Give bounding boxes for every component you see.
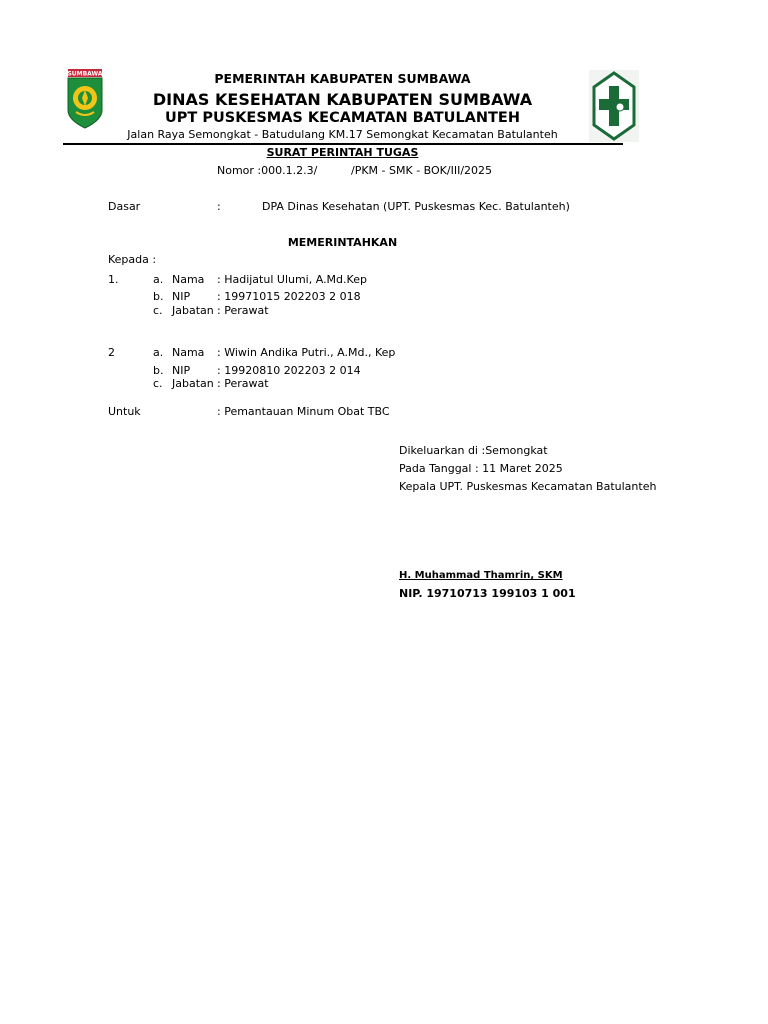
untuk-label: Untuk [108, 405, 141, 418]
letter-number-suffix: /PKM - SMK - BOK/III/2025 [351, 164, 493, 177]
person-row-letter: c. [153, 377, 163, 390]
dasar-value: DPA Dinas Kesehatan (UPT. Puskesmas Kec. Batulanteh) [262, 200, 570, 213]
person-row-label: NIP [172, 290, 191, 303]
regency-crest-icon [66, 68, 104, 130]
header-address: Jalan Raya Semongkat - Batudulang KM.17 Semongkat Kecamatan Batulanteh [127, 128, 558, 141]
letter-title: SURAT PERINTAH TUGAS [266, 146, 419, 159]
person-row-label: Nama [172, 346, 205, 359]
letter-number-prefix: Nomor :000.1.2.3/ [217, 164, 318, 177]
person-position-value: : Perawat [217, 304, 269, 317]
signer-position: Kepala UPT. Puskesmas Kecamatan Batulanteh [399, 480, 657, 493]
issued-date: Pada Tanggal : 11 Maret 2025 [399, 462, 563, 475]
person-row-label: Jabatan [172, 377, 214, 390]
header-government: PEMERINTAH KABUPATEN SUMBAWA [214, 71, 471, 86]
puskesmas-cross-icon [589, 70, 639, 142]
person-index: 1. [108, 273, 119, 286]
signer-name: H. Muhammad Thamrin, SKM [399, 570, 563, 581]
person-row-letter: b. [153, 364, 164, 377]
header-department: DINAS KESEHATAN KABUPATEN SUMBAWA [152, 90, 533, 109]
untuk-value: : Pemantauan Minum Obat TBC [217, 405, 390, 418]
header-unit: UPT PUSKESMAS KECAMATAN BATULANTEH [165, 110, 520, 126]
issued-place: Dikeluarkan di :Semongkat [399, 444, 548, 457]
person-name-value: : Wiwin Andika Putri., A.Md., Kep [217, 346, 396, 359]
instruction-heading: MEMERINTAHKAN [287, 236, 398, 249]
person-position-value: : Perawat [217, 377, 269, 390]
person-row-letter: b. [153, 290, 164, 303]
person-row-letter: a. [153, 273, 164, 286]
signer-nip: NIP. 19710713 199103 1 001 [399, 587, 576, 600]
dasar-colon: : [217, 200, 221, 213]
person-row-letter: c. [153, 304, 163, 317]
crest-banner-text: SUMBAWA [67, 70, 103, 78]
person-row-label: Nama [172, 273, 205, 286]
person-nip-value: : 19971015 202203 2 018 [217, 290, 361, 303]
person-row-label: Jabatan [172, 304, 214, 317]
person-row-letter: a. [153, 346, 164, 359]
person-nip-value: : 19920810 202203 2 014 [217, 364, 361, 377]
person-name-value: : Hadijatul Ulumi, A.Md.Kep [217, 273, 367, 286]
header-divider [63, 143, 623, 145]
kepada-label: Kepada : [108, 253, 157, 266]
person-row-label: NIP [172, 364, 191, 377]
dasar-label: Dasar [108, 200, 141, 213]
person-index: 2 [108, 346, 115, 359]
